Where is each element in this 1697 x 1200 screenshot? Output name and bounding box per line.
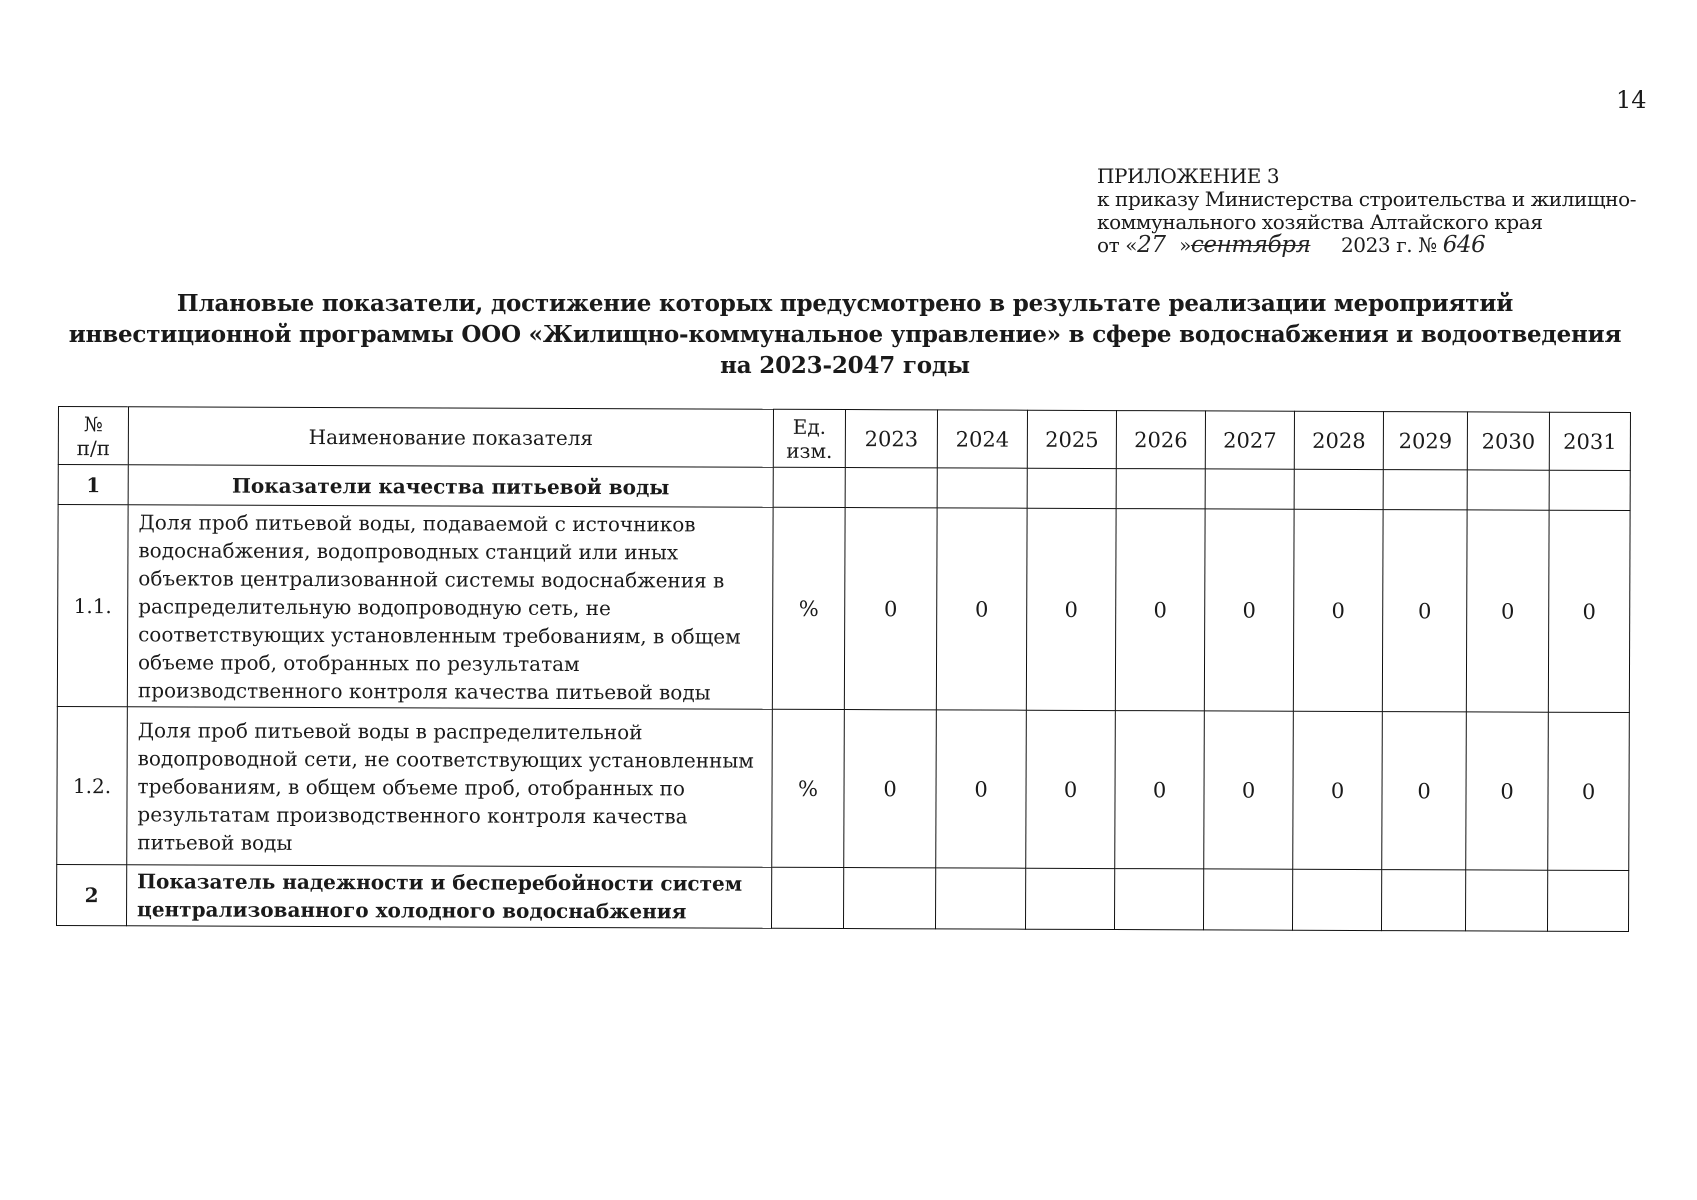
row-value: 0: [1548, 712, 1630, 870]
row-value: [1027, 468, 1116, 508]
row-value: 0: [1204, 711, 1294, 869]
row-value: 0: [1115, 711, 1205, 869]
row-value: [1116, 469, 1205, 509]
handwritten-day: 27: [1137, 232, 1166, 258]
row-value: 0: [1293, 711, 1383, 869]
row-num: 1.2.: [57, 706, 128, 864]
row-value: [1294, 469, 1383, 509]
header-num: [58, 407, 128, 465]
row-value: [1549, 470, 1630, 510]
row-value: [1292, 869, 1381, 930]
row-num: 1: [58, 465, 128, 505]
appendix-date-line: [1097, 234, 1636, 257]
header-year: 2024: [937, 410, 1027, 468]
row-value: [1205, 469, 1294, 509]
row-value: [935, 868, 1025, 929]
row-value: [1467, 470, 1549, 510]
row-value: 0: [844, 508, 937, 710]
header-unit-line-2: изм.: [786, 438, 833, 463]
handwritten-order-number: 646: [1442, 232, 1486, 258]
appendix-line-1: к приказу Министерства строительства и жилищно-: [1097, 187, 1637, 211]
title-line-3: на 2023-2047 годы: [720, 352, 970, 379]
table-row: [57, 505, 1630, 713]
header-year: 2028: [1294, 411, 1383, 469]
row-value: 0: [1293, 509, 1383, 711]
row-unit: [773, 467, 845, 507]
page-number: 14: [1616, 86, 1647, 114]
row-name: Доля проб питьевой воды, подаваемой с источников водоснабжения, водопроводных станций или иных объектов централизованной системы водоснабжения в распределительную водопроводную сеть, не соответствующих установленным требованиям, в общем объеме проб, отобранных по результатам производственного контроля качества питьевой воды: [127, 505, 773, 709]
row-value: [1383, 470, 1467, 510]
row-value: 0: [1204, 509, 1294, 711]
row-value: [1114, 869, 1203, 930]
indicators-table: [56, 406, 1631, 932]
date-year: 2023 г. №: [1340, 233, 1437, 257]
date-mid: »: [1179, 233, 1191, 257]
row-value: [937, 468, 1027, 508]
header-num-line-2: п/п: [76, 435, 111, 460]
row-name: Показатели качества питьевой воды: [128, 465, 773, 507]
table-row: [57, 864, 1629, 931]
row-value: 0: [1382, 510, 1467, 712]
row-value: [1381, 870, 1465, 931]
row-value: 0: [1026, 508, 1116, 710]
row-value: [843, 868, 935, 929]
header-year: 2027: [1205, 411, 1294, 469]
document-title: [60, 288, 1630, 381]
row-value: 0: [936, 710, 1027, 868]
appendix-title: ПРИЛОЖЕНИЕ 3: [1097, 164, 1280, 188]
row-num: 2: [57, 864, 127, 925]
row-value: [845, 468, 937, 508]
row-value: 0: [1548, 510, 1630, 712]
row-value: [1203, 869, 1292, 930]
header-year: 2023: [845, 410, 937, 468]
title-line-2: инвестиционной программы ООО «Жилищно-коммунальное управление» в сфере водоснабжения и водоотведения: [68, 321, 1622, 348]
header-unit: [773, 409, 845, 467]
row-value: [1025, 868, 1114, 929]
header-year: 2029: [1383, 412, 1467, 470]
appendix-block: [1097, 165, 1636, 257]
row-value: 0: [1026, 710, 1116, 868]
appendix-line-2: коммунального хозяйства Алтайского края: [1097, 210, 1543, 234]
row-value: 0: [1466, 712, 1549, 870]
title-line-1: Плановые показатели, достижение которых предусмотрено в результате реализации мероприятий: [176, 290, 1514, 317]
row-unit: %: [772, 507, 845, 709]
row-num: 1.1.: [57, 505, 128, 707]
row-value: 0: [1382, 712, 1467, 870]
header-unit-line-1: Ед.: [792, 414, 827, 439]
row-value: 0: [936, 508, 1027, 710]
header-year: 2031: [1549, 412, 1630, 470]
header-row: [58, 407, 1630, 471]
row-value: 0: [1115, 509, 1205, 711]
table-row: [58, 465, 1630, 511]
header-num-line-1: №: [83, 411, 103, 436]
header-year: 2025: [1027, 410, 1116, 468]
row-name: Показатель надежности и бесперебойности систем централизованного холодного водоснабжения: [127, 865, 772, 928]
handwritten-month: сентября: [1190, 232, 1311, 258]
header-year: 2030: [1467, 412, 1549, 470]
row-unit: %: [772, 709, 845, 867]
row-value: [1547, 870, 1628, 931]
table-row: [57, 706, 1630, 870]
row-value: 0: [844, 710, 937, 868]
row-name: Доля проб питьевой воды в распределительной водопроводной сети, не соответствующих установленным требованиям, в общем объеме проб, отобранных по результатам производственного контроля качества питьевой воды: [127, 707, 773, 867]
date-prefix: от «: [1097, 233, 1138, 257]
header-name: Наименование показателя: [128, 407, 773, 467]
row-value: 0: [1466, 510, 1549, 712]
row-unit: [772, 867, 844, 928]
row-value: [1465, 870, 1547, 931]
header-year: 2026: [1116, 411, 1205, 469]
